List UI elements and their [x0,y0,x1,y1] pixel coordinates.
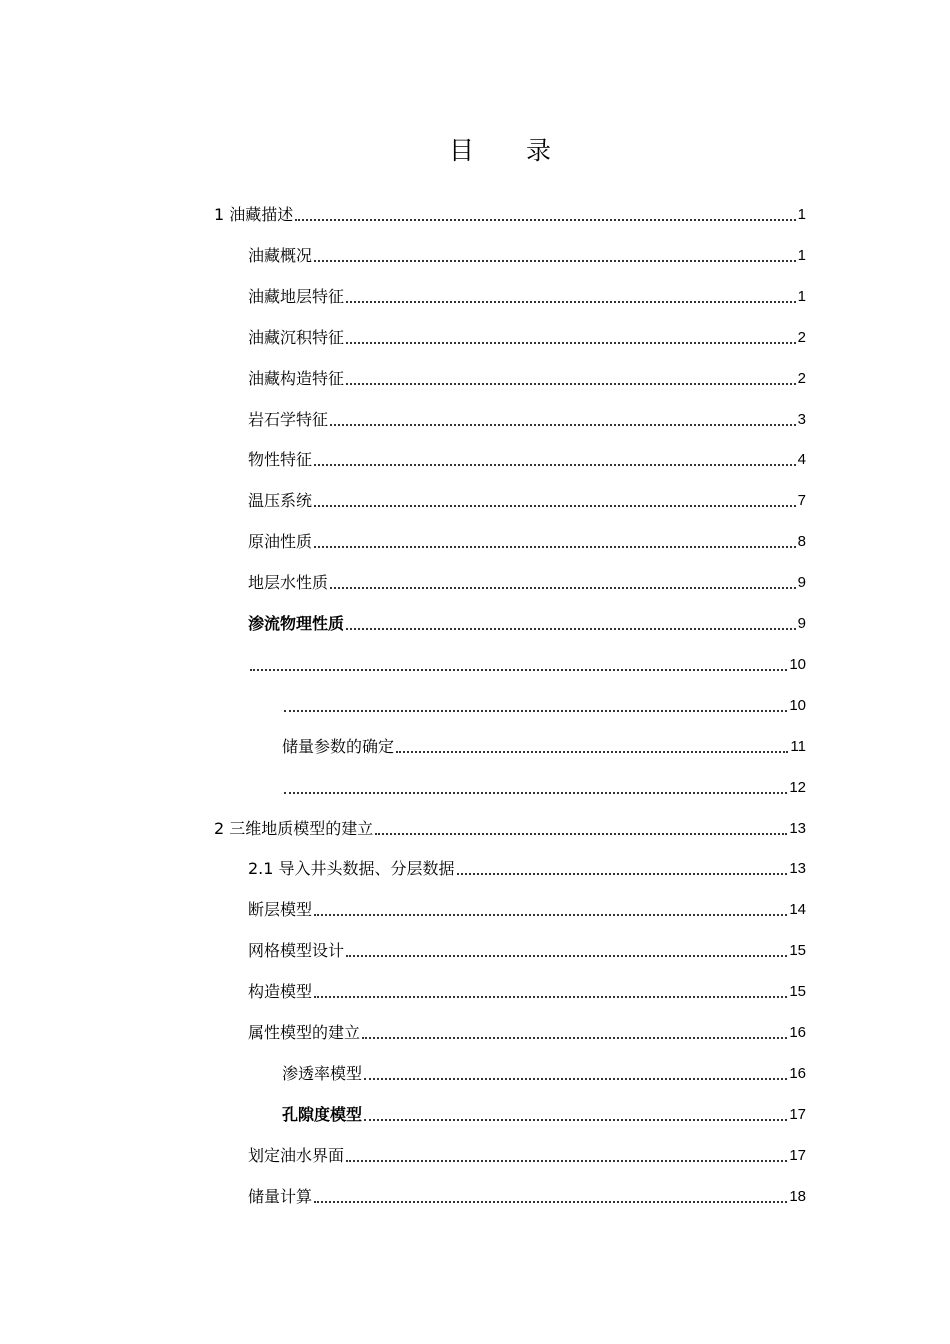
toc-dot-leader [314,996,787,998]
toc-dot-leader [346,955,787,957]
toc-page-number: 2 [797,328,806,346]
toc-page-number: 17 [789,1105,806,1123]
toc-entry[interactable] [282,1098,806,1126]
toc-dot-leader [250,669,787,671]
toc-entry[interactable] [282,1057,806,1085]
toc-entry-label: 地层水性质 [248,573,329,593]
toc-dot-leader [362,1037,787,1039]
toc-entry-label: 2 三维地质模型的建立 [214,818,374,838]
toc-page-number: 15 [789,983,806,1001]
toc-entry[interactable] [248,321,806,349]
toc-dot-leader [396,751,788,753]
toc-entry-label: 断层模型 [248,900,313,920]
toc-dot-leader [346,301,796,303]
toc-entry-label: 渗透率模型 [282,1063,363,1083]
toc-entry[interactable] [248,484,806,512]
toc-page-number: 1 [797,287,806,305]
toc-dot-leader [364,1078,787,1080]
toc-entry-label: 物性特征 [248,450,313,470]
toc-dot-leader [346,383,796,385]
toc-entry-label: 油藏地层特征 [248,286,345,306]
toc-entry-label: 油藏概况 [248,245,313,265]
toc-entry[interactable] [248,852,806,880]
toc-entry-label: 油藏沉积特征 [248,327,345,347]
toc-dot-leader [314,464,796,466]
toc-entry[interactable] [214,812,806,840]
toc-entry[interactable] [282,689,806,717]
toc-entry[interactable] [282,730,806,758]
toc-entry-label: 构造模型 [248,982,313,1002]
toc-page-number: 13 [789,860,806,878]
toc-dot-leader [314,914,787,916]
toc-entry[interactable] [282,771,806,799]
toc-entry[interactable] [248,607,806,635]
toc-page-number: 18 [789,1187,806,1205]
toc-dot-leader [346,342,796,344]
toc-dot-leader [346,628,796,630]
toc-page-number: 14 [789,901,806,919]
toc-page-number: 1 [797,206,806,223]
toc-entry-label: 原油性质 [248,532,313,552]
toc-dot-leader [364,1119,787,1121]
toc-page-number: 9 [797,574,806,592]
toc-entry[interactable] [248,1139,806,1167]
toc-entry-label: 1 油藏描述 [214,205,294,224]
toc-dot-leader [314,260,796,262]
toc-entry-label: 网格模型设计 [248,941,345,961]
toc-page-number: 11 [790,737,806,755]
toc-page-number: 13 [789,819,806,837]
toc-page-number: 1 [797,246,806,264]
toc-entry-label: 属性模型的建立 [248,1023,361,1042]
toc-page-number: 10 [789,696,806,714]
page-title: 目 录 [449,136,573,165]
toc-entry[interactable] [248,1016,806,1044]
toc-entry-label: 划定油水界面 [248,1145,345,1165]
toc-entry[interactable] [248,280,806,308]
toc-entry[interactable] [248,403,806,431]
toc-page-number: 7 [797,492,806,510]
toc-page-number: 8 [797,533,806,551]
toc-page-number: 15 [789,942,806,960]
toc-entry[interactable] [214,198,806,226]
toc-entry[interactable] [248,975,806,1003]
toc-entry[interactable] [248,443,806,471]
toc-page-number: 4 [797,451,806,469]
toc-entry[interactable] [248,934,806,962]
toc-dot-leader [346,1160,787,1162]
toc-dot-leader [314,1201,787,1203]
toc-entry[interactable] [248,893,806,921]
toc-entry[interactable] [248,566,806,594]
toc-dot-leader [330,424,796,426]
toc-dot-leader [295,219,795,221]
toc-entry-label: 温压系统 [248,491,313,511]
toc-page-number: 3 [797,410,806,428]
toc-dot-leader [314,546,796,548]
toc-dot-leader [457,873,788,875]
toc-dot-leader [375,833,787,835]
toc-entry[interactable] [248,1180,806,1208]
toc-entry[interactable] [248,525,806,553]
toc-dot-leader [330,587,796,589]
toc-dot-leader [314,505,796,507]
toc-page-number: 16 [789,1024,806,1041]
toc-entry[interactable] [248,362,806,390]
toc-entry-label: 油藏构造特征 [248,368,345,388]
toc-page-number: 16 [789,1064,806,1082]
toc-page-number: 10 [789,655,806,673]
toc-page-number: 17 [789,1146,806,1164]
toc-entry-label: 孔隙度模型 [282,1104,363,1124]
toc-dot-leader [284,792,787,794]
toc-page-number: 9 [797,615,806,632]
toc-entry-label: 渗流物理性质 [248,614,345,633]
toc-entry-label: 储量计算 [248,1186,313,1206]
toc-page-number: 12 [789,778,806,796]
toc-page-number: 2 [797,369,806,387]
toc-entry-label: 岩石学特征 [248,409,329,429]
toc-entry-label: 储量参数的确定 [282,736,395,756]
toc-entry-label: 2.1 导入井头数据、分层数据 [248,859,455,879]
toc-dot-leader [284,710,787,712]
toc-entry[interactable] [248,648,806,676]
toc-entry[interactable] [248,239,806,267]
